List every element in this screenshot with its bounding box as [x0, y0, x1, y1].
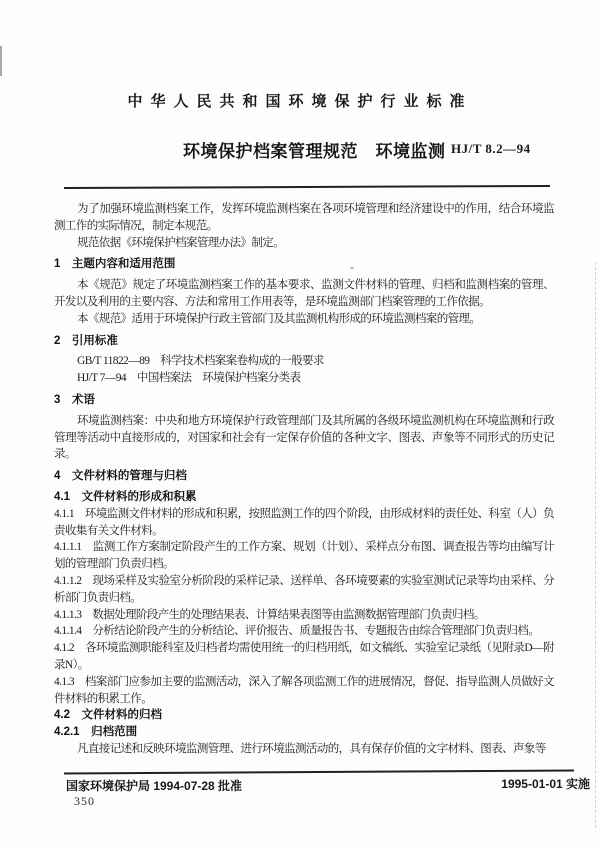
doc-block-h1: 1 主题内容和适用范围	[54, 258, 176, 271]
title-row	[0, 137, 600, 161]
scan-edge-artifact	[0, 46, 2, 76]
doc-block-ref: GB/T 11822—89 科学技术档案案卷构成的一般要求	[77, 355, 324, 368]
scan-fold-line	[595, 262, 596, 828]
doc-block-item: 4.1.1.2 现场采样及实验室分析阶段的采样记录、送样单、各环境要素的实验室测试记录等均由采样、分析部门负责归档。	[54, 574, 554, 604]
doc-block-para: 规范依据《环境保护档案管理办法》制定。	[77, 236, 285, 249]
doc-block-item: 4.1.2 各环境监测职能科室及归档者均需使用统一的归档用纸，如文稿纸、实验室记录纸（见附录D—附录N）。	[54, 642, 554, 671]
doc-block-para: 本《规范》规定了环境监测档案工作的基本要求、监测文件材料的管理、归档和监测档案的管理、开发以及利用的主要内容、方法和常用工作用表等，是环境监测部门档案管理的工作依据。	[54, 279, 554, 308]
doc-block-item: 4.1.1.1 监测工作方案制定阶段产生的工作方案、规划（计划）、采样点分布图、调查报告等均由编写计划的管理部门负责归档。	[54, 541, 554, 571]
doc-block-h2: 4.2 文件材料的归档	[54, 709, 162, 722]
header-rule	[64, 185, 550, 189]
footer-row	[0, 777, 600, 793]
approval-text: 国家环境保护局 1994-07-28 批准	[66, 779, 243, 793]
doc-block-para: 环境监测档案：中央和地方环境保护行政管理部门及其所属的各级环境监测机构在环境监测和行政管理等活动中直接形成的，对国家和社会有一定保存价值的各种文字、图表、声象等不同形式的历史记录。	[54, 414, 554, 461]
doc-block-h2: 4.1 文件材料的形成和积累	[54, 490, 197, 503]
doc-block-para: 本《规范》适用于环境保护行政主管部门及其监测机构形成的环境监测档案的管理。	[77, 312, 481, 325]
standard-number: HJ/T 8.2—94	[451, 141, 531, 156]
doc-block-item: 4.1.1.4 分析结论阶段产生的分析结论、评价报告、质量报告书、专题报告由综合管理部门负责归档。	[54, 625, 540, 638]
doc-block-item: 4.1.1 环境监测文件材料的形成和积累，按照监测工作的四个阶段，由形成材料的责任处、科室（人）负责收集有关文件材料。	[54, 507, 554, 537]
doc-body	[54, 201, 554, 758]
doc-block-item: 4.1.1.3 数据处理阶段产生的处理结果表、计算结果表图等由监测数据管理部门负责归档。	[54, 608, 485, 621]
standard-class-title: 中华人民共和国环境保护行业标准	[127, 93, 473, 110]
doc-block-item: 4.1.3 档案部门应参加主要的监测活动，深入了解各项监测工作的进展情况，督促、指导监测人员做好文件材料的积累工作。	[54, 675, 554, 705]
doc-block-para: 为了加强环境监测档案工作，发挥环境监测档案在各项环境管理和经济建设中的作用，结合环境监测工作的实际情况，制定本规范。	[54, 203, 554, 232]
footer-rule	[64, 769, 574, 774]
document-title: 环境保护档案管理规范 环境监测	[183, 142, 446, 161]
page-number: 350	[74, 794, 95, 808]
doc-block-h1: 3 术语	[54, 393, 95, 406]
implementation-text: 1995-01-01 实施	[501, 777, 590, 791]
doc-block-h2: 4.2.1 归档范围	[54, 726, 138, 739]
doc-block-h1: 4 文件材料的管理与归档	[54, 470, 187, 483]
doc-block-h1: 2 引用标准	[54, 334, 118, 347]
doc-block-para: 凡直接记述和反映环境监测管理、进行环境监测活动的，具有保存价值的文字材料、图表、声象等	[77, 742, 546, 755]
doc-block-ref: HJ/T 7—94 中国档案法 环境保护档案分类表	[77, 372, 301, 385]
